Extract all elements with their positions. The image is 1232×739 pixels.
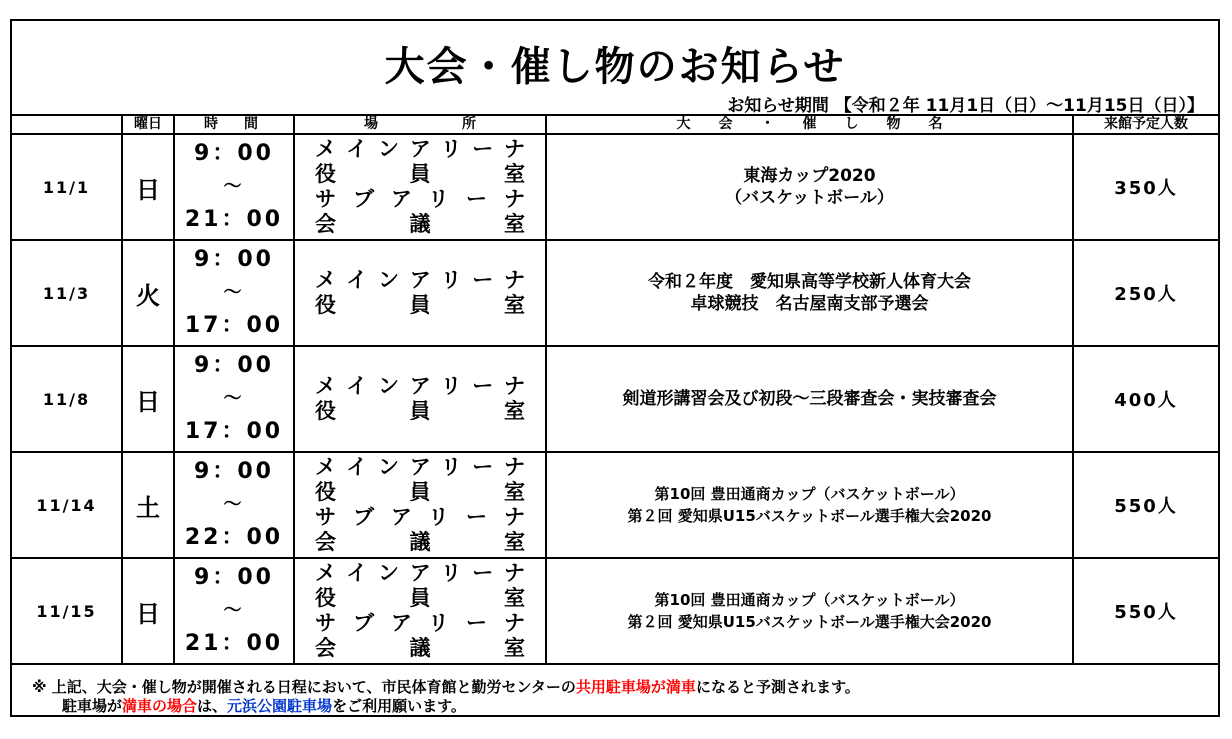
parking-note xyxy=(32,678,860,716)
event-line-1: 東海カップ2020 xyxy=(743,166,876,186)
time-end: 21：00 xyxy=(184,631,284,656)
place-item: 役員室 xyxy=(315,399,525,423)
event-table xyxy=(12,114,1218,665)
time-end: 22：00 xyxy=(184,525,284,550)
note-text: ※ 上記、大会・催し物が開催される日程において、市民体育館と勤労センターの xyxy=(32,678,576,696)
row-event xyxy=(546,134,1073,240)
row-dow: 日 xyxy=(122,558,174,664)
time-separator: ～ xyxy=(223,176,245,197)
place-item: 会議室 xyxy=(315,636,525,660)
time-separator: ～ xyxy=(223,388,245,409)
row-places xyxy=(294,452,546,558)
row-date: 11/3 xyxy=(12,240,122,346)
header-event: 大 会 ・ 催 し 物 名 xyxy=(546,115,1073,134)
place-item: 役員室 xyxy=(315,480,525,504)
place-item: 会議室 xyxy=(315,530,525,554)
note-highlight: 満車の場合 xyxy=(122,697,198,715)
note-text: 駐車場が xyxy=(62,697,123,715)
time-separator: ～ xyxy=(223,494,245,515)
row-count: 350人 xyxy=(1073,134,1218,240)
row-places xyxy=(294,558,546,664)
row-places xyxy=(294,134,546,240)
row-count: 250人 xyxy=(1073,240,1218,346)
row-dow: 日 xyxy=(122,346,174,452)
row-places xyxy=(294,346,546,452)
time-end: 17：00 xyxy=(184,313,284,338)
event-line-2: 第２回 愛知県U15バスケットボール選手権大会2020 xyxy=(627,613,992,631)
place-item: 役員室 xyxy=(315,586,525,610)
header-count: 来館予定人数 xyxy=(1073,115,1218,134)
row-time xyxy=(174,134,294,240)
note-text: をご利用願います。 xyxy=(332,697,466,715)
row-event xyxy=(546,346,1073,452)
header-dow: 曜日 xyxy=(122,115,174,134)
place-item: サブアリーナ xyxy=(315,611,525,635)
row-time xyxy=(174,558,294,664)
row-date: 11/8 xyxy=(12,346,122,452)
event-line-2: 卓球競技 名古屋南支部予選会 xyxy=(690,294,929,314)
time-start: 9：00 xyxy=(194,565,274,590)
note-highlight: 共用駐車場が満車 xyxy=(575,678,696,696)
note-parking-link: 元浜公園駐車場 xyxy=(227,697,333,715)
place-item: メインアリーナ xyxy=(315,374,525,398)
row-time xyxy=(174,240,294,346)
row-date: 11/1 xyxy=(12,134,122,240)
time-separator: ～ xyxy=(223,600,245,621)
place-item: 会議室 xyxy=(315,212,525,236)
row-time xyxy=(174,346,294,452)
place-item: サブアリーナ xyxy=(315,505,525,529)
row-count: 550人 xyxy=(1073,452,1218,558)
note-text: は、 xyxy=(197,697,228,715)
event-line-1: 令和２年度 愛知県高等学校新人体育大会 xyxy=(648,272,971,292)
row-places xyxy=(294,240,546,346)
header-date xyxy=(12,115,122,134)
event-line-1: 剣道形講習会及び初段～三段審査会・実技審査会 xyxy=(622,389,997,409)
table-row xyxy=(12,558,1218,664)
place-item: メインアリーナ xyxy=(315,137,525,161)
row-count: 400人 xyxy=(1073,346,1218,452)
row-event xyxy=(546,240,1073,346)
page-title: 大会・催し物のお知らせ xyxy=(384,44,846,90)
row-count: 550人 xyxy=(1073,558,1218,664)
row-date: 11/15 xyxy=(12,558,122,664)
time-end: 21：00 xyxy=(184,207,284,232)
time-start: 9：00 xyxy=(194,459,274,484)
notice-frame xyxy=(10,19,1220,717)
place-item: メインアリーナ xyxy=(315,268,525,292)
row-time xyxy=(174,452,294,558)
row-event xyxy=(546,452,1073,558)
place-item: 役員室 xyxy=(315,293,525,317)
header-time: 時 間 xyxy=(174,115,294,134)
event-line-2: （バスケットボール） xyxy=(725,188,894,208)
table-row xyxy=(12,452,1218,558)
note-line-1 xyxy=(32,678,860,697)
time-separator: ～ xyxy=(223,282,245,303)
row-dow: 火 xyxy=(122,240,174,346)
time-start: 9：00 xyxy=(194,141,274,166)
header-place: 場 所 xyxy=(294,115,546,134)
table-row xyxy=(12,240,1218,346)
note-line-2 xyxy=(32,697,860,716)
note-text: になると予測されます。 xyxy=(695,678,860,696)
event-line-2: 第２回 愛知県U15バスケットボール選手権大会2020 xyxy=(627,507,992,525)
table-header xyxy=(12,115,1218,134)
row-dow: 日 xyxy=(122,134,174,240)
place-item: サブアリーナ xyxy=(315,187,525,211)
place-item: メインアリーナ xyxy=(315,455,525,479)
notice-period: お知らせ期間 【令和２年 11月1日（日）～11月15日（日）】 xyxy=(727,96,1204,116)
time-end: 17：00 xyxy=(184,419,284,444)
place-item: 役員室 xyxy=(315,162,525,186)
event-line-1: 第10回 豊田通商カップ（バスケットボール） xyxy=(654,591,965,609)
time-start: 9：00 xyxy=(194,353,274,378)
event-line-1: 第10回 豊田通商カップ（バスケットボール） xyxy=(654,485,965,503)
row-event xyxy=(546,558,1073,664)
time-start: 9：00 xyxy=(194,247,274,272)
table-row xyxy=(12,134,1218,240)
place-item: メインアリーナ xyxy=(315,561,525,585)
row-date: 11/14 xyxy=(12,452,122,558)
table-row xyxy=(12,346,1218,452)
row-dow: 土 xyxy=(122,452,174,558)
